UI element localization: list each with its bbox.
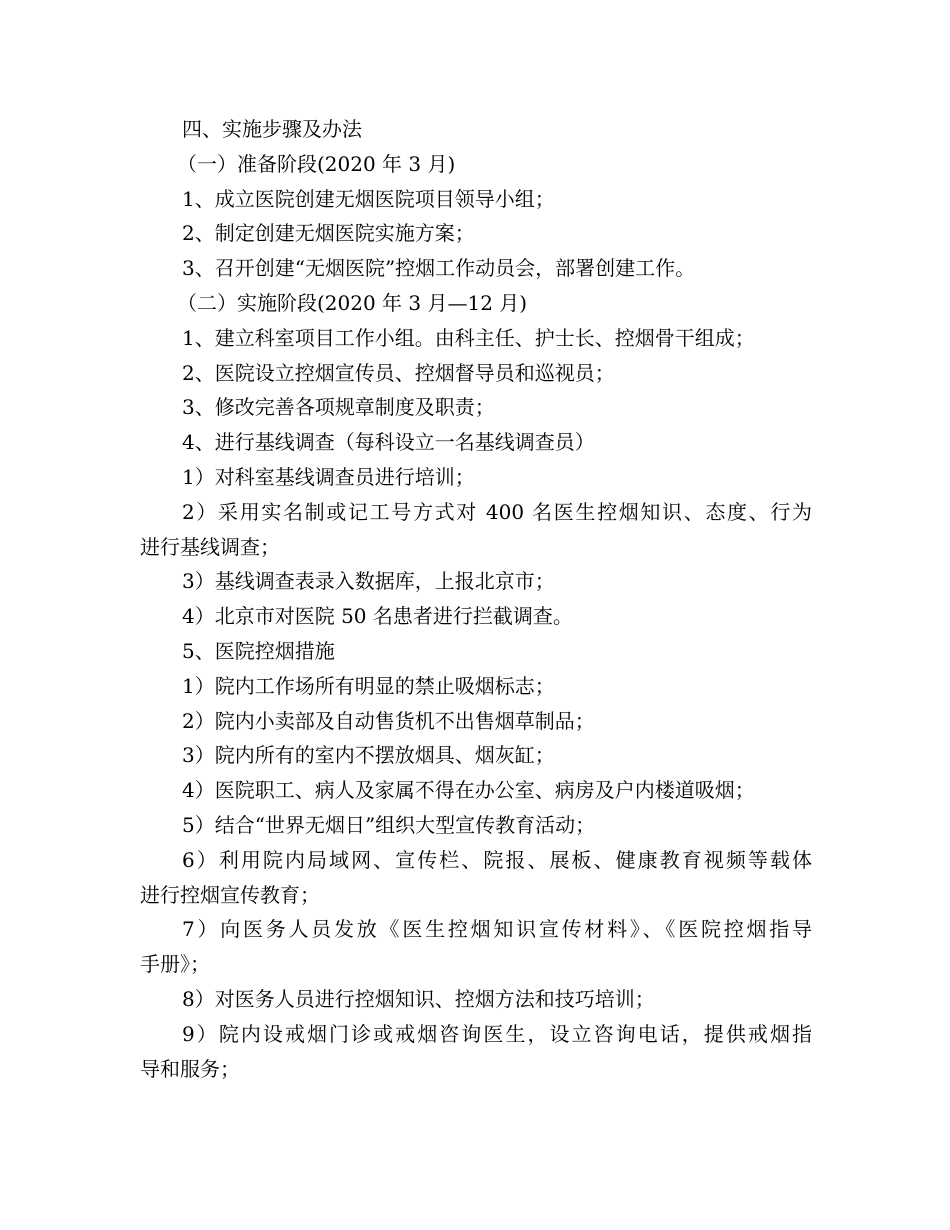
paragraph-line: 2、制定创建无烟医院实施方案； [182,221,475,246]
paragraph-line-continued: 进行控烟宣传教育； [140,882,320,907]
paragraph-line: 1、成立医院创建无烟医院项目领导小组； [182,186,555,211]
paragraph-line: 3）基线调查表录入数据库，上报北京市； [182,569,555,594]
paragraph-line: 6）利用院内局域网、宣传栏、院报、展板、健康教育视频等载体 [182,847,812,872]
paragraph-line-continued: 导和服务； [140,1056,240,1081]
paragraph-line: 3、召开创建“无烟医院”控烟工作动员会，部署创建工作。 [182,256,696,281]
paragraph-line: 7）向医务人员发放《医生控烟知识宣传材料》、《医院控烟指导 [182,917,812,942]
paragraph-line: 4）北京市对医院 50 名患者进行拦截调查。 [182,604,573,629]
paragraph-line: 5、医院控烟措施 [182,638,335,663]
paragraph-line-continued: 手册》； [140,952,210,977]
paragraph-line: 2）采用实名制或记工号方式对 400 名医生控烟知识、态度、行为 [182,499,812,524]
paragraph-line: 4、进行基线调查（每科设立一名基线调查员） [182,430,595,455]
paragraph-line: 1、建立科室项目工作小组。由科主任、护士长、控烟骨干组成； [182,325,755,350]
paragraph-line: 5）结合“世界无烟日”组织大型宣传教育活动； [182,812,596,837]
paragraph-line: 1）院内工作场所有明显的禁止吸烟标志； [182,673,555,698]
paragraph-line: 1）对科室基线调查员进行培训； [182,464,475,489]
section-heading: 四、实施步骤及办法 [182,117,362,141]
paragraph-line: 8）对医务人员进行控烟知识、控烟方法和技巧培训； [182,986,655,1011]
document-body [140,112,812,1086]
paragraph-line-continued: 进行基线调查； [140,534,280,559]
paragraph-line: 3）院内所有的室内不摆放烟具、烟灰缸； [182,743,555,768]
paragraph-line: 4）医院职工、病人及家属不得在办公室、病房及户内楼道吸烟； [182,778,755,803]
subsection-heading: （一）准备阶段(2020 年 3 月) [177,151,456,176]
subsection-heading: （二）实施阶段(2020 年 3 月—12 月) [177,290,528,315]
paragraph-line: 9）院内设戒烟门诊或戒烟咨询医生，设立咨询电话，提供戒烟指 [182,1021,812,1046]
paragraph-line: 3、修改完善各项规章制度及职责； [182,395,495,420]
paragraph-line: 2）院内小卖部及自动售货机不出售烟草制品； [182,708,595,733]
paragraph-line: 2、医院设立控烟宣传员、控烟督导员和巡视员； [182,360,615,385]
